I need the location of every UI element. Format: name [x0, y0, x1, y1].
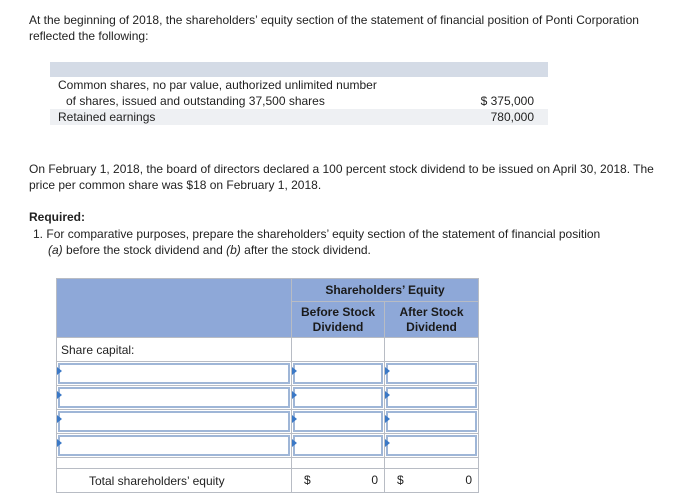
dropdown-marker-icon: [292, 439, 297, 447]
spacer-cell: [385, 458, 479, 469]
given-equity-table: [50, 62, 548, 125]
input-row: [57, 410, 479, 434]
required-item: [33, 226, 663, 242]
sub-a-text: before the stock dividend and: [66, 243, 223, 257]
account-dropdown[interactable]: [57, 434, 292, 458]
spacer-cell: [292, 458, 385, 469]
intro-text: At the beginning of 2018, the shareholders’ equity section of the statement of financial position of Ponti Corporation reflected the following:: [29, 13, 639, 43]
account-dropdown[interactable]: [57, 410, 292, 434]
after-total-value: 0: [465, 473, 472, 487]
before-amount-input[interactable]: [292, 362, 385, 386]
dropdown-marker-icon: [57, 439, 62, 447]
total-row: [57, 469, 479, 493]
input-row: [57, 362, 479, 386]
after-amount-input[interactable]: [385, 434, 479, 458]
given-amount: 780,000: [490, 110, 534, 124]
dropdown-marker-icon: [385, 439, 390, 447]
before-amount-input[interactable]: [292, 410, 385, 434]
required-heading: Required:: [29, 210, 86, 224]
group-header: Shareholders’ Equity: [292, 279, 479, 302]
dropdown-marker-icon: [292, 391, 297, 399]
col-header-after-line2: Dividend: [406, 319, 457, 334]
dropdown-marker-icon: [57, 391, 62, 399]
after-amount-input[interactable]: [385, 362, 479, 386]
given-row-common-shares-cont: [50, 93, 548, 109]
col-header-before-line2: Dividend: [312, 319, 364, 334]
currency-symbol: $: [304, 473, 311, 487]
given-label: Common shares, no par value, authorized unlimited number: [58, 78, 377, 92]
input-row: [57, 434, 479, 458]
sub-b-text: after the stock dividend.: [244, 243, 371, 257]
dropdown-marker-icon: [385, 367, 390, 375]
given-label: Retained earnings: [58, 110, 156, 124]
after-amount-input[interactable]: [385, 386, 479, 410]
section-label-share-capital: Share capital:: [57, 338, 292, 362]
after-amount-input[interactable]: [385, 410, 479, 434]
empty-cell: [385, 338, 479, 362]
account-dropdown[interactable]: [57, 386, 292, 410]
dropdown-marker-icon: [57, 367, 62, 375]
dividend-paragraph: On February 1, 2018, the board of directors declared a 100 percent stock dividend to be issued on April 30, 2018. The price per common share was $18 on February 1, 2018.: [29, 162, 654, 192]
col-header-before: [292, 302, 385, 338]
before-total-cell: [292, 469, 385, 493]
sub-b-label: (b): [226, 243, 241, 257]
before-total-value: 0: [371, 473, 378, 487]
col-header-after: [385, 302, 479, 338]
currency-symbol: $: [397, 473, 404, 487]
worksheet-corner-header: [57, 279, 292, 338]
after-total-cell: [385, 469, 479, 493]
dropdown-marker-icon: [385, 415, 390, 423]
before-amount-input[interactable]: [292, 386, 385, 410]
equity-worksheet: [56, 278, 479, 493]
given-label: of shares, issued and outstanding 37,500 shares: [66, 94, 325, 108]
total-label: Total shareholders’ equity: [57, 469, 292, 493]
given-row-common-shares: [50, 77, 548, 93]
given-row-retained-earnings: [50, 109, 548, 125]
input-row: [57, 386, 479, 410]
col-header-before-line1: Before Stock: [300, 304, 376, 319]
required-item-text: For comparative purposes, prepare the shareholders’ equity section of the statement of financial position: [46, 227, 601, 241]
dropdown-marker-icon: [292, 367, 297, 375]
dropdown-marker-icon: [57, 415, 62, 423]
required-subparts: [48, 242, 678, 258]
account-dropdown[interactable]: [57, 362, 292, 386]
col-header-after-line1: After Stock: [399, 304, 464, 319]
empty-cell: [292, 338, 385, 362]
spacer-cell: [57, 458, 292, 469]
before-amount-input[interactable]: [292, 434, 385, 458]
given-table-header: [50, 62, 548, 77]
required-item-number: 1.: [33, 227, 44, 241]
dropdown-marker-icon: [385, 391, 390, 399]
dropdown-marker-icon: [292, 415, 297, 423]
sub-a-label: (a): [48, 243, 63, 257]
given-amount: $ 375,000: [480, 94, 534, 108]
